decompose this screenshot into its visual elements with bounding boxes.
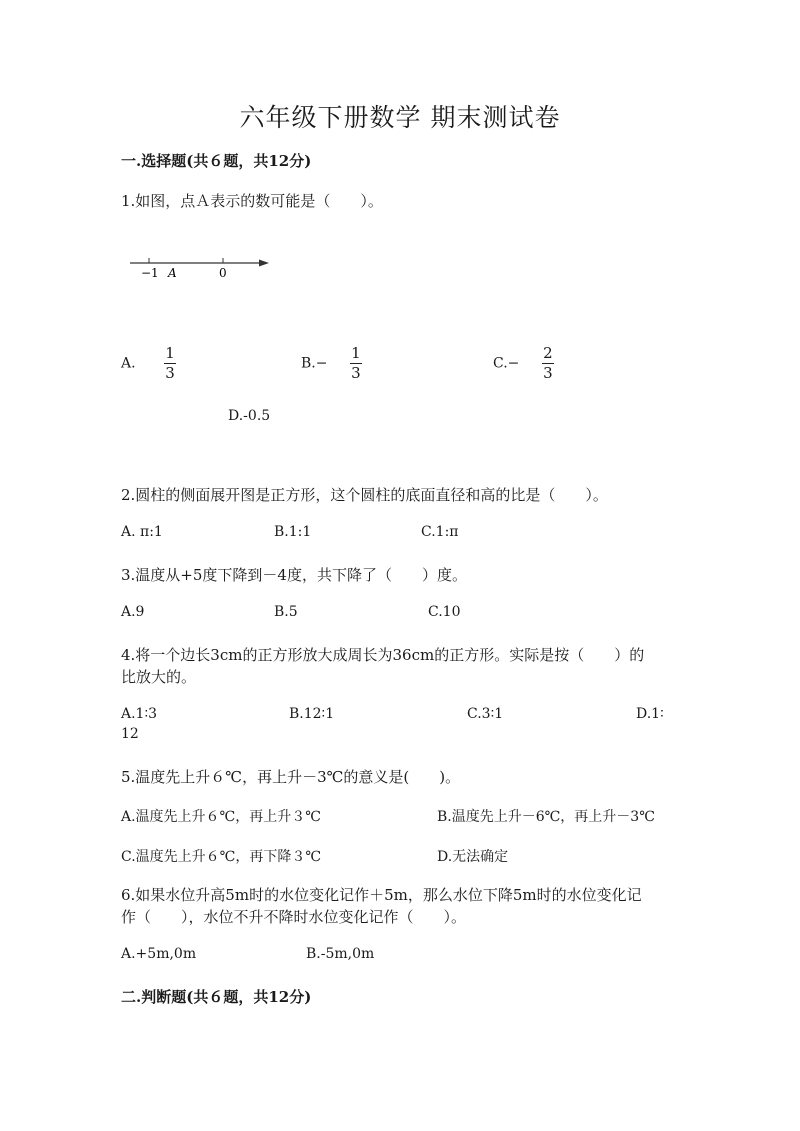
q3-option-b[interactable]: B.5	[274, 604, 298, 620]
q4-option-a[interactable]: A.1∶3	[121, 706, 158, 722]
option-b-label: B.−	[301, 355, 328, 372]
question-6-text-line2: 作（ ），水位不升不降时水位变化记作（ ）。	[121, 908, 467, 926]
q5-option-d[interactable]: D.无法确定	[437, 849, 509, 865]
question-4-text-line1: 4.将一个边长3cm的正方形放大成周长为36cm的正方形。实际是按（ ）的	[121, 646, 645, 664]
q5-option-c[interactable]: C.温度先上升６℃，再下降３℃	[121, 849, 321, 865]
q1-option-a[interactable]	[121, 346, 176, 381]
q3-option-a[interactable]: A.9	[121, 604, 145, 620]
q1-option-c[interactable]	[493, 346, 554, 381]
q5-option-b[interactable]: B.温度先上升－6℃，再上升－3℃	[437, 809, 655, 825]
question-6-text-line1: 6.如果水位升高5m时的水位变化记作＋5m，那么水位下降5m时的水位变化记	[121, 886, 642, 904]
question-5-text: 5.温度先上升６℃，再上升－3℃的意义是( )。	[121, 768, 461, 786]
q2-option-a[interactable]: A. π:1	[121, 524, 163, 540]
q6-option-a[interactable]: A.+5m,0m	[121, 946, 197, 962]
q1-option-d[interactable]: D.-0.5	[228, 408, 271, 424]
question-1-text: 1.如图，点Ａ表示的数可能是（ ）。	[121, 192, 383, 210]
label-zero: 0	[219, 266, 227, 280]
q6-option-b[interactable]: B.-5m,0m	[306, 946, 375, 962]
label-point-a: A	[168, 266, 177, 280]
question-3-text: 3.温度从+5度下降到－4度，共下降了（ ）度。	[121, 566, 467, 584]
section-heading-choice: 一.选择题(共６题，共12分)	[121, 152, 312, 170]
q2-option-c[interactable]: C.1:π	[421, 524, 459, 540]
fraction-two-thirds: $\frac{2}{3}$	[543, 344, 553, 382]
question-2-text: 2.圆柱的侧面展开图是正方形，这个圆柱的底面直径和高的比是（ ）。	[121, 486, 608, 504]
q5-option-a[interactable]: A.温度先上升６℃，再上升３℃	[121, 809, 321, 825]
option-a-label: A.	[121, 355, 136, 372]
question-4-text-line2: 比放大的。	[121, 668, 197, 686]
q4-option-b[interactable]: B.12∶1	[289, 706, 335, 722]
q3-option-c[interactable]: C.10	[428, 604, 461, 620]
q4-option-d[interactable]: D.1∶	[636, 706, 664, 722]
page-title: 六年级下册数学 期末测试卷	[239, 103, 561, 132]
fraction-one-third: $\frac{1}{3}$	[351, 344, 361, 382]
option-c-label: C.−	[493, 355, 520, 372]
q2-option-b[interactable]: B.1:1	[274, 524, 312, 540]
fraction-one-third: $\frac{1}{3}$	[165, 344, 175, 382]
number-line-arrow	[259, 260, 269, 267]
q4-option-c[interactable]: C.3∶1	[467, 706, 504, 722]
number-line-figure	[125, 253, 275, 283]
section-heading-judgement: 二.判断题(共６题，共12分)	[121, 988, 312, 1006]
q1-option-b[interactable]	[301, 346, 362, 381]
q4-option-d-continued: 12	[121, 726, 139, 742]
label-minus-one: −1	[141, 266, 159, 280]
